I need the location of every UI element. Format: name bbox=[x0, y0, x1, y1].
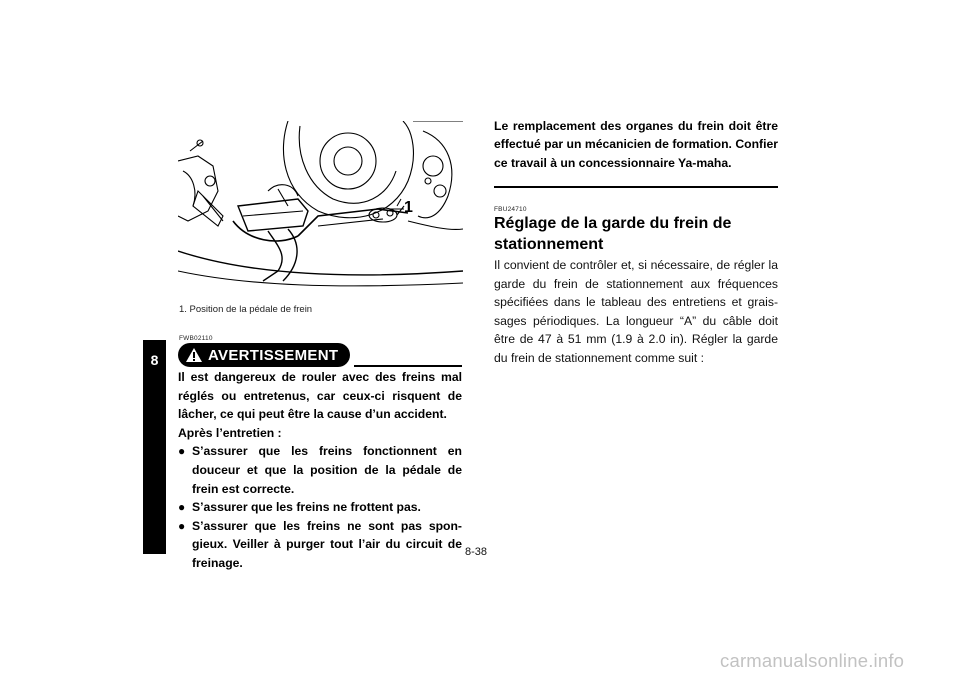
right-warning-text: Le remplacement des organes du frein doit être effectué par un mécanicien de formation. Confier ce travail à un concessionnaire Ya-maha. bbox=[494, 119, 778, 170]
watermark: carmanualsonline.info bbox=[720, 650, 905, 671]
warning-intro: Il est dangereux de rouler avec des freins mal réglés ou entretenus, car ceux-ci risquent de lâcher, ce qui peut être la cause d’un accident. bbox=[178, 370, 462, 422]
bullet-icon: ● bbox=[178, 518, 186, 533]
warning-bullet bbox=[178, 517, 462, 573]
warning-rule bbox=[354, 365, 462, 367]
section-code: FBU24710 bbox=[494, 206, 527, 213]
bullet-text: S’assurer que les freins fonctionnent en douceur et que la position de la pédale de frein est correcte. bbox=[192, 444, 462, 496]
chapter-tab bbox=[143, 340, 166, 554]
bullet-icon: ● bbox=[178, 444, 186, 459]
chapter-number: 8 bbox=[150, 352, 159, 368]
section-body: Il convient de contrôler et, si nécessaire, de régler la garde du frein de stationnement aux fréquences spécifiées dans le tableau des entretiens et grais-sages périodiques. La longueur “A” du câble doit être de 47 à 51 mm (1.9 à 2.0 in). Régler la garde du frein de stationnement comme suit : bbox=[494, 258, 778, 365]
bullet-text: S’assurer que les freins ne sont pas spon-gieux. Veiller à purger tout l’air du circuit de freinage. bbox=[192, 518, 462, 570]
warning-badge bbox=[178, 343, 350, 367]
warning-label: AVERTISSEMENT bbox=[208, 346, 339, 364]
bullet-text: S’assurer que les freins ne frottent pas. bbox=[192, 500, 421, 515]
warning-bullet bbox=[178, 442, 462, 498]
warning-after: Après l’entretien : bbox=[178, 425, 282, 440]
page-number: 8-38 bbox=[465, 546, 488, 558]
warning-bullet bbox=[178, 498, 462, 517]
warning-text-block bbox=[178, 368, 462, 573]
section-heading: Réglage de la garde du frein de stationnement bbox=[494, 215, 732, 253]
figure-caption: 1. Position de la pédale de frein bbox=[179, 304, 313, 315]
warning-triangle-icon bbox=[185, 347, 203, 363]
right-warning-rule bbox=[494, 186, 778, 188]
bullet-icon: ● bbox=[178, 500, 186, 515]
brake-pedal-illustration bbox=[178, 121, 463, 291]
warning-code: FWB02110 bbox=[179, 335, 213, 342]
callout-number: 1 bbox=[404, 199, 413, 216]
